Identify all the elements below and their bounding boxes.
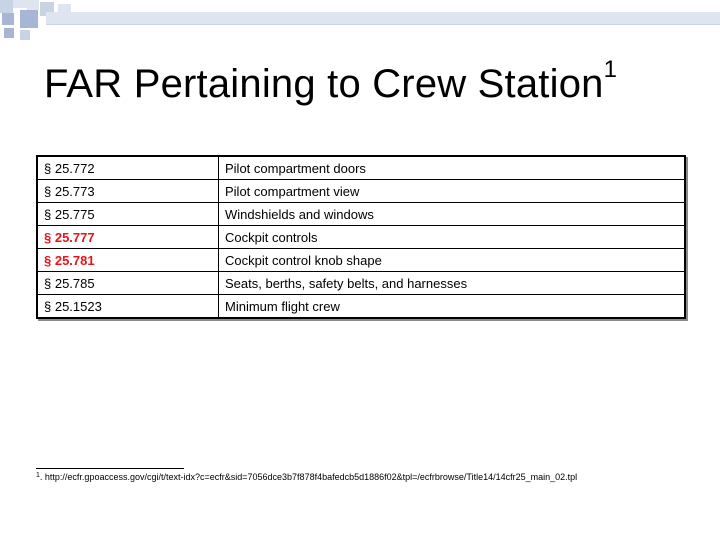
deco-square [2, 13, 14, 25]
section-description: Pilot compartment doors [219, 156, 686, 180]
footnote-text: . http://ecfr.gpoaccess.gov/cgi/t/text-idx?c=ecfr&sid=7056dce3b7f878f4bafedcb5d1886f02&tpl=/ecfrbrowse/Title14/14cfr25_main_02.tpl [39, 472, 578, 482]
deco-square [27, 0, 39, 10]
footnote-mark: 1 [36, 472, 40, 479]
section-description: Seats, berths, safety belts, and harnesses [219, 272, 686, 295]
deco-square [20, 30, 30, 40]
table-row [37, 295, 685, 319]
deco-square [0, 0, 13, 13]
footnote [36, 472, 577, 482]
decorative-header-squares [0, 0, 720, 40]
section-number: § 25.773 [37, 180, 219, 203]
section-number-highlighted: § 25.781 [37, 249, 219, 272]
slide-title [44, 56, 618, 107]
deco-square [4, 28, 14, 38]
far-sections-table [36, 155, 686, 319]
table-row [37, 180, 685, 203]
section-number: § 25.785 [37, 272, 219, 295]
deco-square [13, 0, 27, 8]
deco-square [20, 10, 38, 28]
section-description: Cockpit control knob shape [219, 249, 686, 272]
section-description: Minimum flight crew [219, 295, 686, 319]
section-description: Windshields and windows [219, 203, 686, 226]
section-number: § 25.772 [37, 156, 219, 180]
section-number-highlighted: § 25.777 [37, 226, 219, 249]
table-row [37, 272, 685, 295]
section-description: Cockpit controls [219, 226, 686, 249]
title-footnote-mark: 1 [603, 56, 618, 83]
deco-band [46, 12, 720, 24]
section-number: § 25.1523 [37, 295, 219, 319]
table-row [37, 226, 685, 249]
table-row [37, 156, 685, 180]
deco-band-edge [46, 24, 720, 25]
section-number: § 25.775 [37, 203, 219, 226]
table-row [37, 249, 685, 272]
slide-title-text: FAR Pertaining to Crew Station [44, 62, 604, 106]
section-description: Pilot compartment view [219, 180, 686, 203]
footnote-divider [36, 468, 184, 469]
table-row [37, 203, 685, 226]
